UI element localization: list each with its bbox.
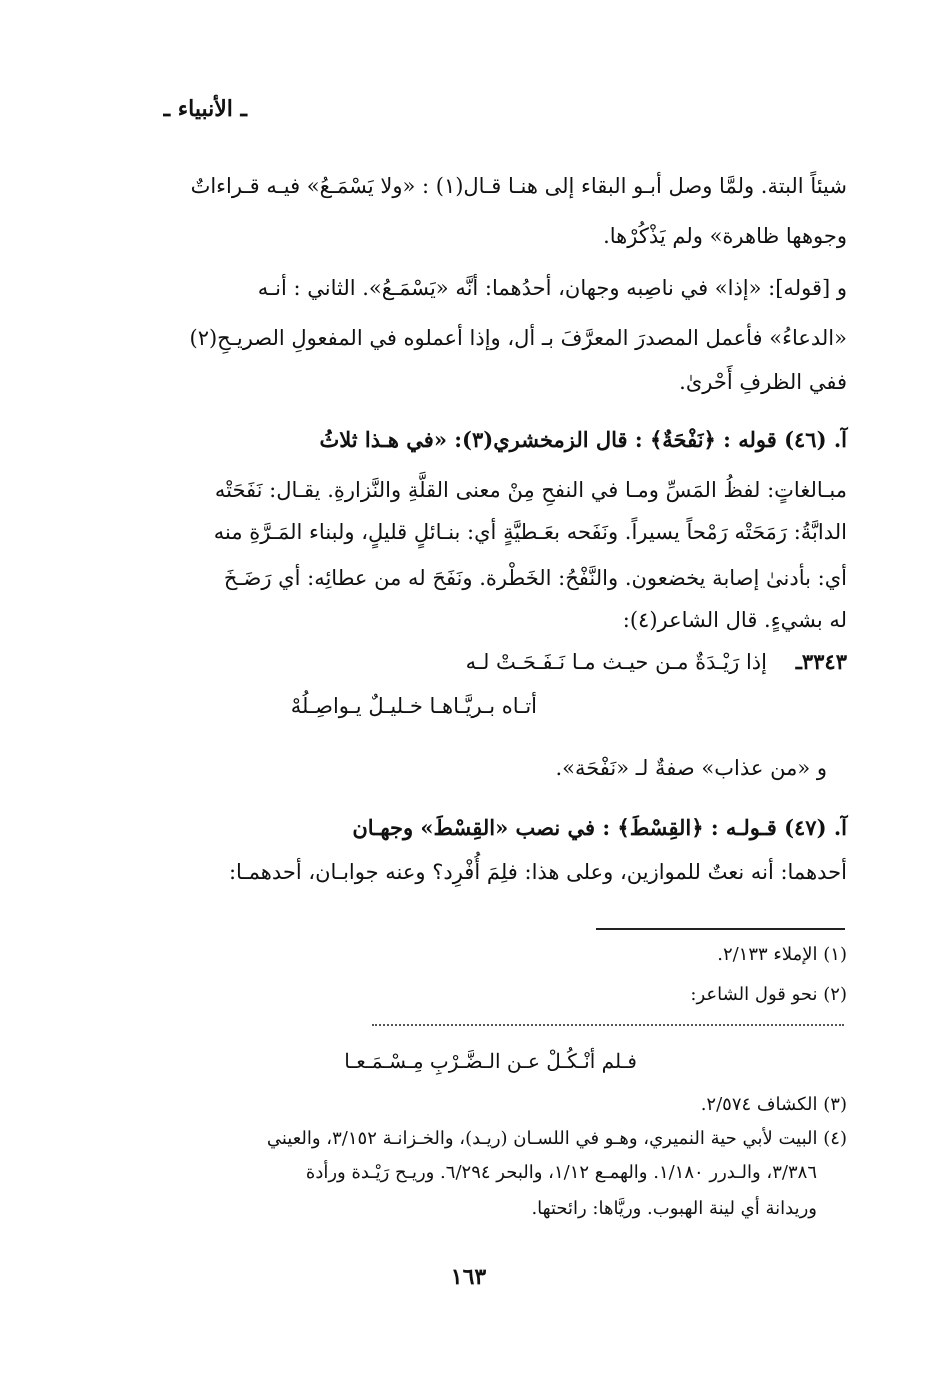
poem-number: ٣٣٤٣ـ <box>795 649 847 674</box>
footnote-3 <box>701 1090 847 1120</box>
entry-46-line-4: أي: بأدنىٰ إصابة يخضعون. والنَّفْحُ: الخَطْرة. ونَفَحَ له من عطائِه: أي رَضَـخَ <box>223 566 847 590</box>
footnote-3-number: (٣) <box>823 1094 847 1115</box>
footnote-1 <box>717 940 847 970</box>
footnote-2-text: نحو قول الشاعر: <box>690 984 818 1005</box>
entry-46-line-5: له بشيءٍ. قال الشاعر(٤): <box>622 608 847 632</box>
poem-hemistich-2: أتـاه بـريَّـاهـا خـليـلٌ يـواصِـلُهْ <box>290 694 537 718</box>
footnote-1-text: الإملاء ٢/١٣٣. <box>717 944 818 965</box>
footnote-4 <box>267 1124 847 1154</box>
footnote-3-text: الكشاف ٢/٥٧٤. <box>700 1094 818 1115</box>
footnote-4-number: (٤) <box>823 1128 847 1149</box>
footnote-4-line-1: البيت لأبي حية النميري، وهـو في اللسـان (ريـد)، والخـزانـة ٣/١٥٢، والعيني <box>266 1128 818 1149</box>
footnote-2-number: (٢) <box>823 984 847 1005</box>
body-line-3: و [قوله]: «إذا» في ناصِبه وجهان، أحدُهما: أنَّه «يَسْمَـعُ». الثاني : أنـه <box>257 276 847 300</box>
body-line-5: ففي الظرفِ أَحْرىٰ. <box>679 370 847 394</box>
footnote-2-verse: فـلم أنْـكُـلْ عـن الـضَّـرْبِ مِـسْـمَـعـا <box>344 1049 637 1073</box>
entry-46-line-3: الدابَّةُ: رَمَحَتْه رَمْحاً يسيراً. ونَفَحه بعَـطيَّةٍ أي: بنـائلٍ قليلٍ، ولبناء المَـرَّةِ منه <box>213 520 847 544</box>
entry-46-line-1: آ. (٤٦) قوله : ﴿نَفْحَةٌ﴾ : قال الزمخشري(٣): «في هـذا ثلاثُ <box>319 427 847 452</box>
body-line-2: وجوهها ظاهرة» ولم يَذْكُرْها. <box>603 224 847 248</box>
footnote-4-line-3: وريدانة أي لينة الهبوب. وريَّاها: رائحتها. <box>531 1198 817 1219</box>
body-line-1: شيئاً البتة. ولمَّا وصل أبـو البقاء إلى هنـا قـال(١) : «ولا يَسْمَـعُ» فيـه قـراءاتٌ <box>190 174 847 198</box>
entry-47-line-2: أحدهما: أنه نعتٌ للموازين، وعلى هذا: فلِمَ أُفْرِد؟ وعنه جوابـان، أحدهمـا: <box>228 860 847 884</box>
running-header: ـ الأنبياء ـ <box>163 96 247 122</box>
entry-46-line-2: مبـالغاتٍ: لفظُ المَسِّ ومـا في النفحِ مِنْ معنى القلَّةِ والنَّزارةِ. يقـال: نَفَحَتْه <box>214 478 847 502</box>
footnote-1-number: (١) <box>823 944 847 965</box>
body-line-min-adhab: و «من عذاب» صفةٌ لـ «نَفْحَة». <box>555 756 827 780</box>
footnote-4-line-2: ٣/٣٨٦، والـدرر ١/١٨٠. والهمـع ١/١٢، والبحر ٦/٢٩٤. وريـح رَيْـدة ورأدة <box>305 1162 817 1183</box>
poem-hemistich-1: إذا رَيْـدَةٌ مـن حيـث مـا نَـفَـحَـتْ لـه <box>465 650 767 674</box>
footnote-2 <box>690 980 847 1010</box>
footnote-separator <box>596 928 845 930</box>
body-line-4: «الدعاءُ» فأعمل المصدرَ المعرَّفَ بـ أل، وإذا أعملوه في المفعولِ الصريـحِ(٢) <box>189 326 847 350</box>
verse-ellipsis-line <box>372 1024 844 1026</box>
page-number: ١٦٣ <box>450 1264 487 1290</box>
entry-47-line-1: آ. (٤٧) قـولـه : ﴿القِسْطَ﴾ : في نصب «القِسْطَ» وجهـان <box>352 815 847 840</box>
